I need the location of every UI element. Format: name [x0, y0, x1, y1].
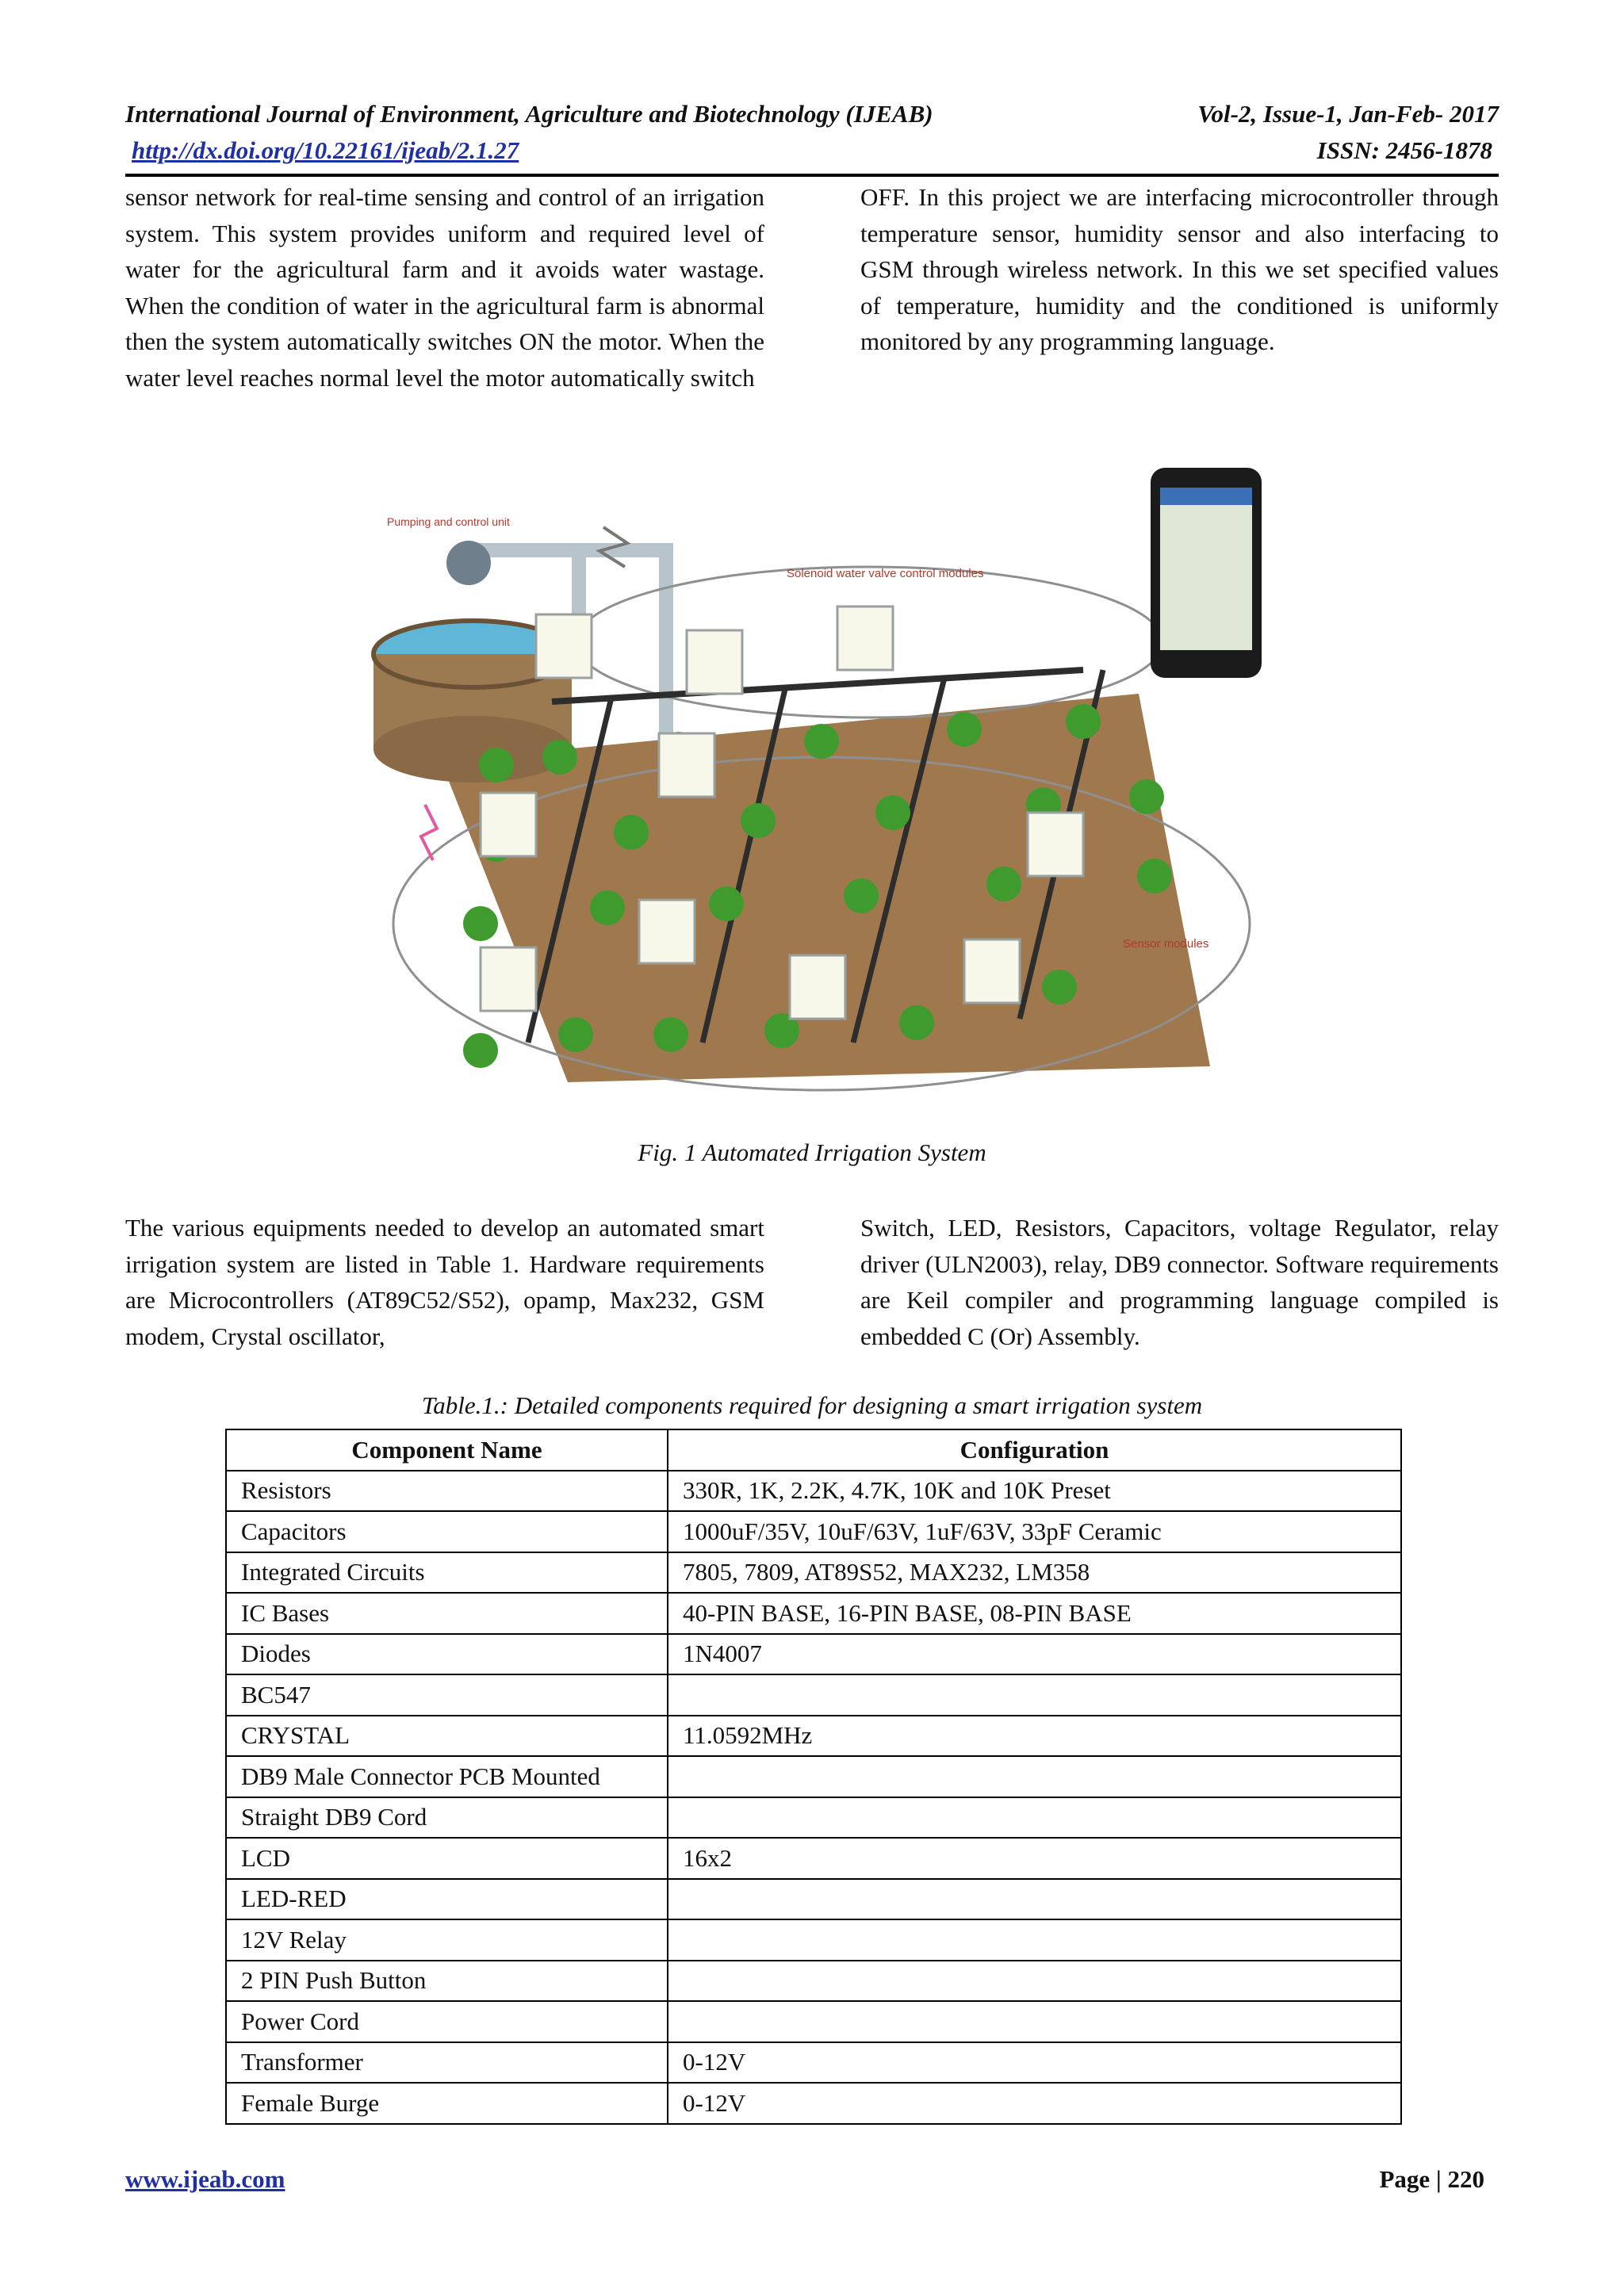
journal-title: International Journal of Environment, Agriculture and Biotechnology (IJEAB): [125, 100, 933, 128]
table-row: [226, 2042, 1401, 2084]
figure-caption: Fig. 1 Automated Irrigation System: [638, 1138, 986, 1166]
component-cell: 2 PIN Push Button: [226, 1961, 668, 2002]
footer-site-wrap: [125, 2165, 285, 2194]
component-cell: BC547: [226, 1674, 668, 1716]
components-table: [225, 1429, 1402, 2125]
header-rule: [125, 174, 1499, 177]
sensors-label: Sensor modules: [1123, 937, 1209, 951]
config-cell: [668, 1674, 1401, 1716]
body-text-right-2: Switch, LED, Resistors, Capacitors, voltage Regulator, relay driver (ULN2003), relay, DB9 connector. Software requirements are Keil compiler and programming language compiled is embedded C (Or) Assembly.: [860, 1214, 1499, 1350]
config-cell: 0-12V: [668, 2042, 1401, 2084]
figure-irrigation-system: [346, 432, 1280, 1127]
component-cell: Diodes: [226, 1634, 668, 1675]
footer-site-link[interactable]: www.ijeab.com: [125, 2165, 285, 2193]
component-cell: CRYSTAL: [226, 1716, 668, 1757]
table-row: [226, 2083, 1401, 2124]
config-cell: 1000uF/35V, 10uF/63V, 1uF/63V, 33pF Ceramic: [668, 1511, 1401, 1552]
volume-info: Vol-2, Issue-1, Jan-Feb- 2017: [1197, 100, 1499, 128]
table-row: [226, 1838, 1401, 1879]
header-component-name: Component Name: [226, 1429, 668, 1471]
doi-link-wrap: [132, 135, 519, 166]
config-cell: 0-12V: [668, 2083, 1401, 2124]
component-cell: Straight DB9 Cord: [226, 1797, 668, 1839]
component-cell: Power Cord: [226, 2001, 668, 2042]
component-cell: Capacitors: [226, 1511, 668, 1552]
config-cell: 40-PIN BASE, 16-PIN BASE, 08-PIN BASE: [668, 1593, 1401, 1634]
component-cell: Female Burge: [226, 2083, 668, 2124]
component-cell: DB9 Male Connector PCB Mounted: [226, 1756, 668, 1797]
component-cell: Transformer: [226, 2042, 668, 2084]
component-cell: 12V Relay: [226, 1919, 668, 1961]
component-cell: IC Bases: [226, 1593, 668, 1634]
table-row: [226, 1879, 1401, 1920]
table-row: [226, 2001, 1401, 2042]
table-row: [226, 1552, 1401, 1594]
body-text-left-2: The various equipments needed to develop an automated smart irrigation system are listed in Table 1. Hardware requirements are Microcontrollers (AT89C52/S52), opamp, Max232, GSM modem, Crystal oscillator,: [125, 1214, 764, 1350]
config-cell: [668, 1961, 1401, 2002]
config-cell: 1N4007: [668, 1634, 1401, 1675]
component-cell: Integrated Circuits: [226, 1552, 668, 1594]
table-row: [226, 1634, 1401, 1675]
pump-label: Pumping and control unit: [387, 515, 510, 528]
body-text-left-1: sensor network for real-time sensing and control of an irrigation system. This system provides uniform and required level of water for the agricultural farm and it avoids water wastage. When the condition of water in the agricultural farm is abnormal then the system automatically switches ON the motor. When the water level reaches normal level the motor automatically switch: [125, 183, 764, 392]
config-cell: 11.0592MHz: [668, 1716, 1401, 1757]
table-row: [226, 1593, 1401, 1634]
table-header-row: [226, 1429, 1401, 1471]
header-configuration: Configuration: [668, 1429, 1401, 1471]
smartphone: [1151, 468, 1262, 678]
config-cell: [668, 2001, 1401, 2042]
config-cell: 16x2: [668, 1838, 1401, 1879]
table-row: [226, 1471, 1401, 1512]
config-cell: [668, 1919, 1401, 1961]
config-cell: [668, 1879, 1401, 1920]
table-row: [226, 1511, 1401, 1552]
table-row: [226, 1961, 1401, 2002]
config-cell: 7805, 7809, AT89S52, MAX232, LM358: [668, 1552, 1401, 1594]
table-row: [226, 1919, 1401, 1961]
issn: ISSN: 2456-1878: [1316, 136, 1492, 164]
component-cell: LED-RED: [226, 1879, 668, 1920]
irrigation-illustration: [346, 432, 1280, 1127]
component-cell: Resistors: [226, 1471, 668, 1512]
table-caption: Table.1.: Detailed components required for designing a smart irrigation system: [421, 1391, 1203, 1419]
config-cell: [668, 1756, 1401, 1797]
config-cell: [668, 1797, 1401, 1839]
component-cell: LCD: [226, 1838, 668, 1879]
table-row: [226, 1674, 1401, 1716]
table-body: [226, 1471, 1401, 2124]
table-row: [226, 1797, 1401, 1839]
table-row: [226, 1716, 1401, 1757]
body-text-right-1: OFF. In this project we are interfacing microcontroller through temperature sensor, humidity sensor and also interfacing to GSM through wireless network. In this we set specified values of temperature, humidity and the conditioned is uniformly monitored by any programming language.: [860, 183, 1499, 355]
valves-label: Solenoid water valve control modules: [787, 567, 984, 580]
doi-link[interactable]: http://dx.doi.org/10.22161/ijeab/2.1.27: [132, 136, 519, 164]
config-cell: 330R, 1K, 2.2K, 4.7K, 10K and 10K Preset: [668, 1471, 1401, 1512]
page-number: Page | 220: [1379, 2165, 1484, 2193]
table-row: [226, 1756, 1401, 1797]
